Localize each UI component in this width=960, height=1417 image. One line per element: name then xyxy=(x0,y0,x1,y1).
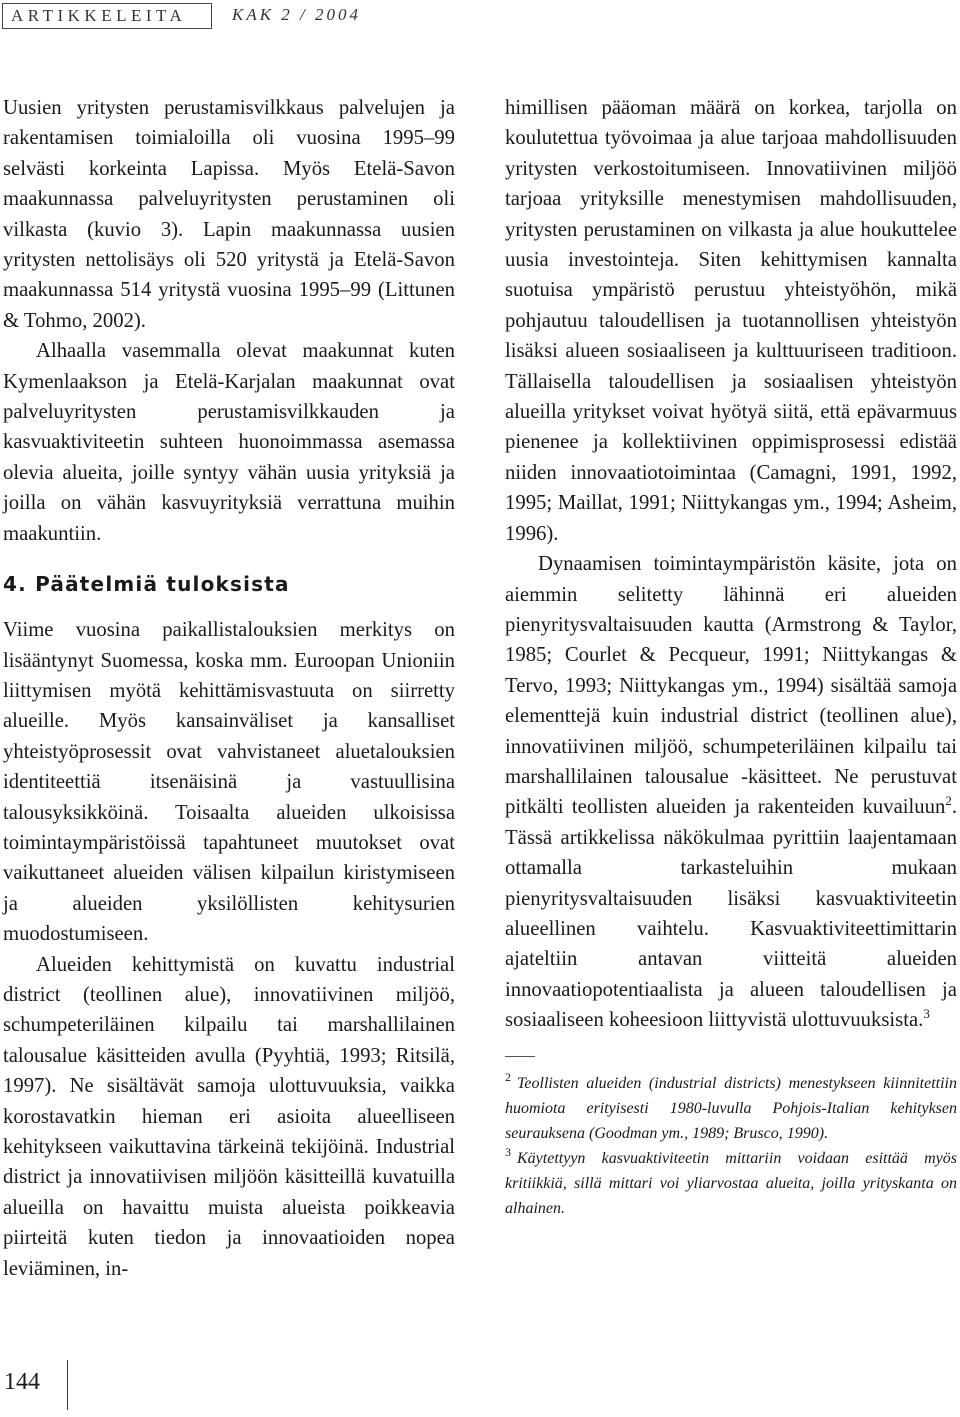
running-header xyxy=(0,0,960,34)
paragraph-text: Dynaamisen toimintaympäristön käsite, jota on aiemmin selitetty lähinnä eri alueiden pienyritysvaltaisuuden kautta (Armstrong & Taylor, 1985; Courlet & Pecqueur, 1991; Niittykangas & Tervo, 1993; Niittykangas ym., 1994) sisältää samoja elementtejä kuin industrial district (teollinen alue), innovatiivinen miljöö, schumpeteriläinen kilpailu tai marshallilainen talousalue -käsitteet. Ne perustuvat pitkälti teollisten alueiden ja rakenteiden kuvailuun xyxy=(505,553,957,819)
paragraph: Uusien yritysten perustamisvilkkaus palvelujen ja rakentamisen toimialoilla oli vuosina 1995–99 selvästi korkeinta Lapissa. Myös Etelä-Savon maakunnassa palveluyritysten perustaminen oli vilkasta (kuvio 3). Lapin maakunnassa uusien yritysten nettolisäys oli 520 yritystä ja Etelä-Savon maakunnassa 514 yritystä vuosina 1995–99 (Littunen & Tohmo, 2002). xyxy=(3,97,455,332)
footnote-text: Teollisten alueiden (industrial districts) menestykseen kiinnitettiin huomiota erityisesti 1980-luvulla Pohjois-Italian kehityksen seurauksena (Goodman ym., 1989; Brusco, 1990). xyxy=(505,1074,957,1142)
paragraph: Alueiden kehittymistä on kuvattu industrial district (teollinen alue), innovatiivinen miljöö, schumpeteriläinen kilpailu tai marshallilainen talousalue käsitteiden avulla (Pyyhtiä, 1993; Ritsilä, 1997). Ne sisältävät samoja ulottuvuuksia, vaikka korostavatkin hieman eri asioita alueelliseen kehitykseen vaikuttavina tärkeinä tekijöinä. Industrial district ja innovatiivisen miljöön käsitteillä kuvatuilla alueilla on havaittu muista alueista poikkeavia piirteitä kuten tiedon ja innovaatioiden nopea leviäminen, in- xyxy=(3,953,455,1280)
footnote-ref[interactable]: 2 xyxy=(945,793,952,809)
left-column xyxy=(3,93,455,1284)
section-heading: 4. Päätelmiä tuloksista xyxy=(3,572,290,597)
footnote-divider xyxy=(505,1056,535,1057)
footnote-ref[interactable]: 3 xyxy=(923,1006,930,1022)
footnote-number: 3 xyxy=(505,1145,511,1160)
paragraph xyxy=(505,549,957,1036)
paragraph: Viime vuosina paikallistalouksien merkitys on lisääntynyt Suomessa, koska mm. Euroopan Unioniin liittymisen myötä kehittämisvastuuta on siirretty alueille. Myös kansainväliset ja kansalliset yhteistyöprosessit ovat vahvistaneet aluetalouksien identiteettiä itsenäisinä ja vastuullisina talousyksikköinä. Toisaalta alueiden ulkoisissa toimintaympäristöissä tapahtuneet muutokset ovat vaikuttaneet alueiden välisen kilpailun kiristymiseen ja alueiden yksilöllisten kehitysurien muodostumiseen. xyxy=(3,619,455,946)
page-number: 144 xyxy=(4,1369,40,1395)
paragraph: himillisen pääoman määrä on korkea, tarjolla on koulutettua työvoimaa ja alue tarjoaa mahdollisuuden yritysten verkostoitumiseen. Innovatiivinen miljöö tarjoaa yrityksille menestymisen mahdollisuuden, yritysten perustaminen on vilkasta ja alue houkuttelee uusia investointeja. Siten kehittymisen kannalta suotuisa ympäristö perustuu yhteistyöhön, mikä pohjautuu taloudellisen ja tuotannollisen yhteistyön lisäksi alueen sosiaaliseen ja kulttuuriseen traditioon. Tällaisella taloudellisen ja sosiaalisen yhteistyön alueilla yritykset voivat hyötyä siitä, että epävarmuus pienenee ja kollektiivinen oppimisprosessi edistää niiden innovaatiotoimintaa (Camagni, 1991, 1992, 1995; Maillat, 1991; Niittykangas ym., 1994; Asheim, 1996). xyxy=(505,97,957,545)
footnote-text: Käytettyyn kasvuaktiviteetin mittariin voidaan esittää myös kritiikkiä, sillä mittari voi yliarvostaa alueita, joilla yrityskanta on alhainen. xyxy=(505,1149,957,1217)
issue-label: KAK 2 / 2004 xyxy=(232,5,362,24)
footnote xyxy=(505,1146,957,1221)
footnote xyxy=(505,1071,957,1146)
footer-divider xyxy=(67,1360,68,1410)
right-column xyxy=(505,93,957,1221)
paragraph: Alhaalla vasemmalla olevat maakunnat kuten Kymenlaakson ja Etelä-Karjalan maakunnat ovat palveluyritysten perustamisvilkkauden ja kasvuaktiviteetin suhteen huonoimmassa asemassa olevia alueita, joille syntyy vähän uusia yrityksiä ja joilla on vähän kasvuyrityksiä verrattuna muihin maakuntiin. xyxy=(3,340,455,545)
paragraph-text: . Tässä artikkelissa näkökulmaa pyrittiin laajentamaan ottamalla tarkasteluihin mukaan pienyritysvaltaisuuden lisäksi kasvuaktiviteetin alueellinen vaihtelu. Kasvuaktiviteettimittarin ajateltiin antavan viitteitä alueiden innovaatiopotentiaalista ja alueen taloudellisen ja sosiaaliseen koheesioon liittyvistä ulottuvuuksista. xyxy=(505,796,957,1032)
section-label: ARTIKKELEITA xyxy=(2,3,212,29)
footnote-number: 2 xyxy=(505,1070,511,1085)
